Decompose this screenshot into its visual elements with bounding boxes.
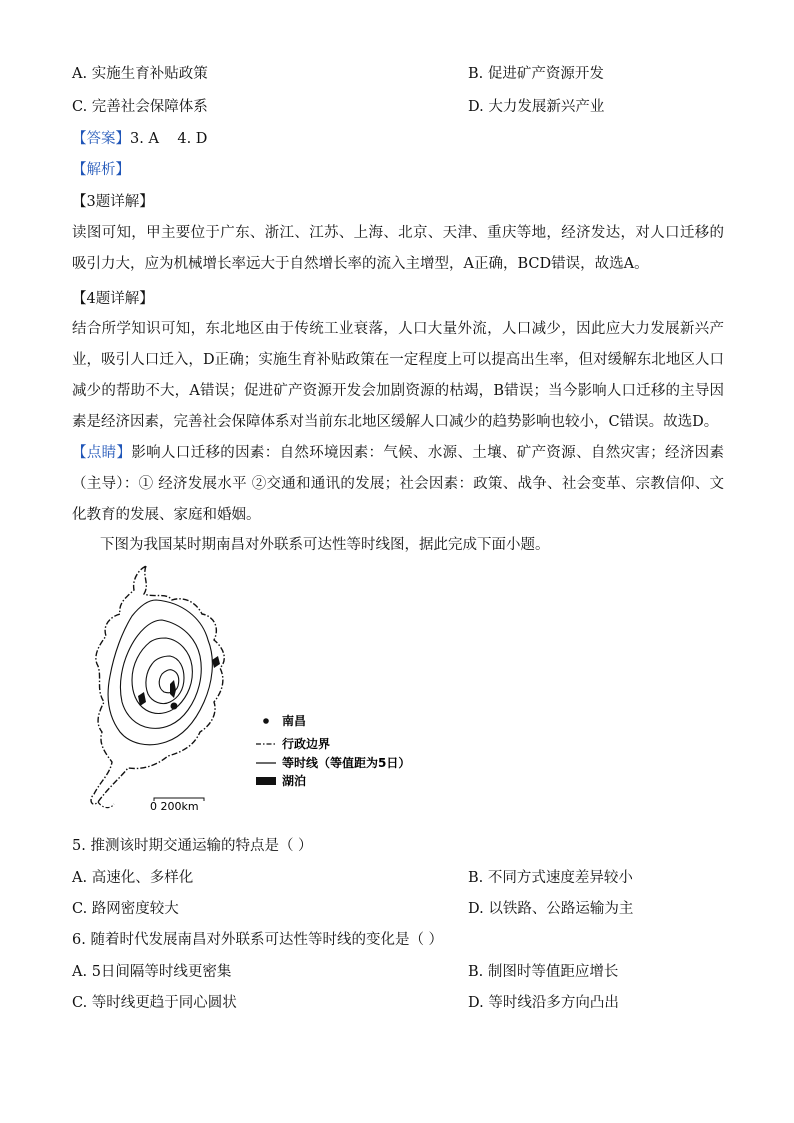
map-legend: [256, 713, 410, 788]
isochrone-1: [108, 600, 212, 745]
q3-detail-label: 【3题详解】: [72, 194, 154, 210]
q5-options-row-2: [72, 899, 724, 919]
scale-label: 0 200km: [150, 800, 199, 813]
q3-detail-text: 读图可知，甲主要位于广东、浙江、江苏、上海、北京、天津、重庆等地，经济发达，对人口迁移的吸引力大，应为机械增长率远大于自然增长率的流入主增型，A正确，BCD错误，故选A。: [72, 225, 724, 272]
q4-detail-label: 【4题详解】: [72, 291, 154, 307]
q6-option-b[interactable]: B. 制图时等值距应增长: [468, 964, 619, 980]
q5-option-c[interactable]: C. 路网密度较大: [72, 901, 179, 917]
q5-stem: 5. 推测该时期交通运输的特点是（ ）: [72, 838, 313, 854]
q6-option-c[interactable]: C. 等时线更趋于同心圆状: [72, 995, 237, 1011]
answer-line: [72, 129, 724, 149]
q5-option-b[interactable]: B. 不同方式速度差异较小: [468, 870, 633, 886]
q6-option-d[interactable]: D. 等时线沿多方向凸出: [468, 995, 619, 1011]
q5-options-row-1: [72, 868, 724, 888]
q6-option-a[interactable]: A. 5日间隔等时线更密集: [72, 964, 232, 980]
q5-option-d[interactable]: D. 以铁路、公路运输为主: [468, 901, 634, 917]
lake-poyang: [170, 680, 176, 698]
map-intro: 下图为我国某时期南昌对外联系可达性等时线图，据此完成下面小题。: [100, 537, 550, 553]
q5-option-a[interactable]: A. 高速化、多样化: [72, 870, 194, 886]
legend-city-symbol: [263, 718, 269, 724]
answer-text: 3. A 4. D: [130, 131, 208, 147]
tip-text: 影响人口迁移的因素：自然环境因素：气候、水源、土壤、矿产资源、自然灾害；经济因素（主导）：① 经济发展水平 ②交通和通讯的发展；社会因素：政策、战争、社会变革、宗教信仰、文化教育的发展、家庭和婚姻。: [72, 445, 725, 523]
q4-option-c[interactable]: C. 完善社会保障体系: [72, 99, 208, 115]
lake-east: [212, 656, 220, 668]
analysis-label: 【解析】: [72, 162, 130, 178]
analysis-heading: [72, 160, 724, 180]
q4-option-d[interactable]: D. 大力发展新兴产业: [468, 99, 605, 115]
admin-boundary: [91, 566, 224, 804]
q4-detail-heading: [72, 289, 724, 309]
q4-options-row-1: [72, 64, 724, 84]
q6-options-row-1: [72, 962, 724, 982]
q4-option-b[interactable]: B. 促进矿产资源开发: [468, 66, 604, 82]
scale-bar: [150, 798, 204, 813]
legend-lake-label: 湖泊: [282, 774, 307, 788]
q3-detail-heading: [72, 192, 724, 212]
nanchang-isochrone-map: [84, 556, 424, 818]
answer-label: 【答案】: [72, 131, 130, 147]
q6-options-row-2: [72, 993, 724, 1013]
legend-lake-symbol: [256, 777, 276, 785]
tip-label: 【点睛】: [72, 445, 132, 461]
legend-city-label: 南昌: [282, 714, 307, 728]
q4-detail-text: 结合所学知识可知，东北地区由于传统工业衰落，人口大量外流，人口减少，因此应大力发展新兴产业，吸引人口迁入，D正确；实施生育补贴政策在一定程度上可以提高出生率，但对缓解东北地区人口减少的帮助不大，A错误；促进矿产资源开发会加剧资源的枯竭，B错误；当今影响人口迁移的主导因素是经济因素，完善社会保障体系对当前东北地区缓解人口减少的趋势影响也较小，C错误。故选D。: [72, 321, 724, 430]
nanchang-point: [171, 703, 178, 710]
q6-stem: 6. 随着时代发展南昌对外联系可达性等时线的变化是（ ）: [72, 932, 444, 948]
legend-isochrone-label: 等时线（等值距为5日）: [282, 756, 411, 770]
tip-paragraph: [72, 438, 724, 531]
q4-option-a[interactable]: A. 实施生育补贴政策: [72, 66, 208, 82]
legend-boundary-label: 行政边界: [282, 737, 331, 751]
q4-options-row-2: [72, 97, 724, 117]
